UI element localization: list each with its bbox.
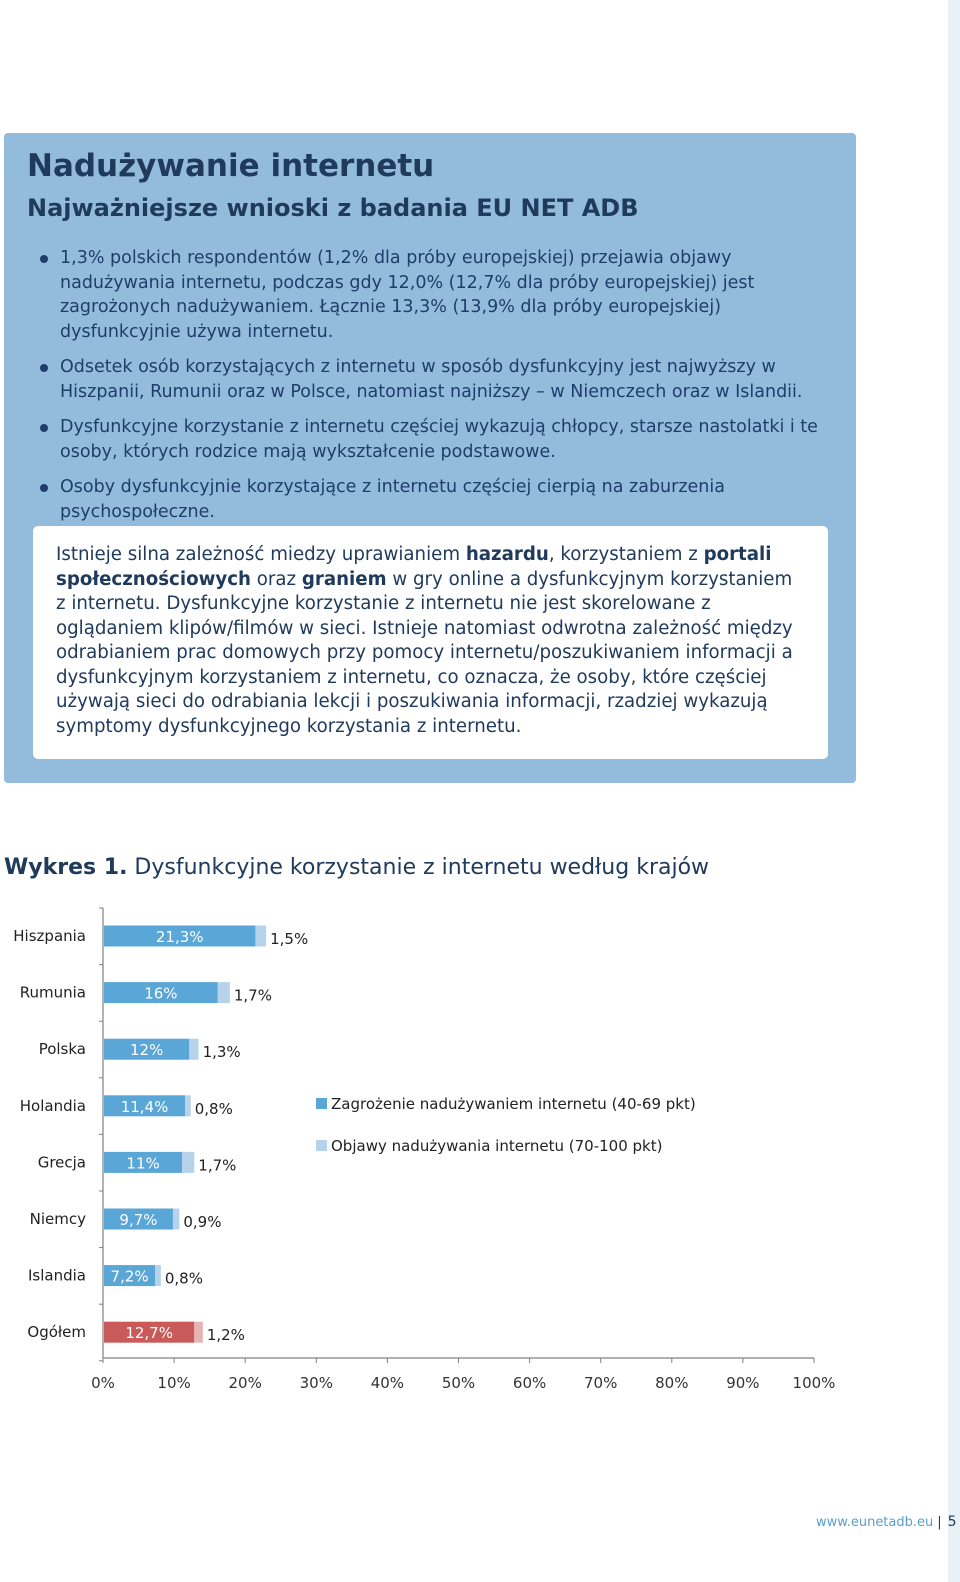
x-tick-label: 70%	[584, 1374, 618, 1392]
chart-heading: Wykres 1. Dysfunkcyjne korzystanie z internetu według krajów	[4, 855, 710, 880]
bar-symptoms	[255, 926, 266, 947]
bar-symptoms	[189, 1039, 198, 1060]
bar-symptoms	[182, 1152, 194, 1173]
bar-symptoms	[218, 982, 230, 1003]
bar-risk-label: 7,2%	[110, 1267, 149, 1286]
bar-risk-label: 16%	[144, 984, 178, 1003]
key-findings-list	[40, 246, 832, 535]
bar-symptoms	[185, 1095, 191, 1116]
list-item: Osoby dysfunkcyjnie korzystające z internetu częściej cierpią na zaburzenia psychospołeczne.	[40, 475, 832, 524]
bullet-icon	[40, 255, 48, 263]
list-item: 1,3% polskich respondentów (1,2% dla próby europejskiej) przejawia objawy nadużywania internetu, podczas gdy 12,0% (12,7% dla próby europejskiej) jest zagrożonych nadużywaniem. Łącznie 13,3% (13,9% dla próby europejskiej) dysfunkcyjnie używa internetu.	[40, 246, 832, 344]
x-tick-label: 40%	[370, 1374, 405, 1392]
x-tick-label: 0%	[91, 1374, 115, 1392]
bar-risk-label: 11,4%	[120, 1097, 169, 1116]
category-label: Niemcy	[29, 1210, 86, 1228]
page-number: 5	[947, 1514, 957, 1530]
bar-risk-label: 12,7%	[125, 1324, 173, 1343]
legend-swatch-symptoms	[316, 1140, 327, 1151]
page-edge-strip	[948, 0, 960, 1582]
legend-swatch-risk	[316, 1098, 327, 1109]
bullet-icon	[40, 424, 48, 432]
x-tick-label: 50%	[441, 1374, 476, 1392]
bar-risk-label: 21,3%	[155, 928, 204, 946]
list-item: Odsetek osób korzystających z internetu w sposób dysfunkcyjny jest najwyższy w Hiszpanii, Rumunii oraz w Polsce, natomiast najniższy – w Niemczech oraz w Islandii.	[40, 355, 832, 404]
category-label: Rumunia	[19, 983, 86, 1002]
bar-symptoms-label: 1,7%	[198, 1156, 237, 1175]
x-tick-label: 80%	[655, 1374, 689, 1392]
x-tick-label: 30%	[299, 1374, 333, 1392]
bar-symptoms-label: 1,7%	[233, 986, 272, 1005]
category-label: Islandia	[28, 1266, 86, 1285]
bar-symptoms-label: 0,8%	[164, 1269, 203, 1288]
bar-risk-label: 12%	[129, 1041, 164, 1060]
x-tick-label: 100%	[792, 1374, 836, 1392]
bar-symptoms	[173, 1209, 179, 1230]
category-label: Ogółem	[27, 1323, 86, 1342]
bar-symptoms	[194, 1322, 203, 1343]
footer-separator: |	[937, 1515, 942, 1530]
x-tick-label: 90%	[726, 1374, 760, 1392]
x-tick-label: 60%	[512, 1374, 547, 1392]
category-label: Grecja	[37, 1153, 86, 1172]
page-title: Nadużywanie internetu	[27, 148, 435, 184]
bullet-icon	[40, 364, 48, 372]
category-label: Hiszpania	[13, 927, 86, 945]
bar-symptoms	[155, 1265, 161, 1286]
bar-symptoms-label: 1,2%	[206, 1326, 245, 1345]
bullet-icon	[40, 484, 48, 492]
category-label: Holandia	[19, 1096, 86, 1115]
legend-label-symptoms: Objawy nadużywania internetu (70-100 pkt)	[331, 1137, 663, 1155]
highlight-text: Istnieje silna zależność miedzy uprawianiem hazardu, korzystaniem z portali społecznościowych oraz graniem w gry online a dysfunkcyjnym korzystaniem z internetu. Dysfunkcyjne korzystanie z internetu nie jest skorelowane z oglądaniem klipów/filmów w sieci. Istnieje natomiast odwrotna zależność między odrabianiem prac domowych przy pomocy internetu/poszukiwaniem informacji a dysfunkcyjnym korzystaniem z internetu, co oznacza, że osoby, które częściej używają sieci do odrabiania lekcji i poszukiwania informacji, rzadziej wykazują symptomy dysfunkcyjnego korzystania z internetu.	[56, 544, 793, 737]
list-item: Dysfunkcyjne korzystanie z internetu częściej wykazują chłopcy, starsze nastolatki i te osoby, których rodzice mają wykształcenie podstawowe.	[40, 415, 832, 464]
bar-risk-label: 9,7%	[119, 1211, 158, 1229]
category-label: Polska	[38, 1040, 86, 1059]
x-tick-label: 20%	[228, 1374, 262, 1392]
bar-symptoms-label: 1,5%	[270, 930, 309, 948]
bar-symptoms-label: 0,8%	[194, 1099, 233, 1118]
bar-symptoms-label: 1,3%	[202, 1043, 241, 1062]
legend-label-risk: Zagrożenie nadużywaniem internetu (40-69 pkt)	[331, 1095, 696, 1113]
country-bar-chart	[0, 900, 948, 1400]
x-tick-label: 10%	[157, 1374, 191, 1392]
bar-symptoms-label: 0,9%	[183, 1213, 222, 1231]
bar-risk-label: 11%	[126, 1154, 160, 1173]
page-footer	[816, 1514, 957, 1530]
footer-url[interactable]: www.eunetadb.eu	[816, 1515, 934, 1530]
page-subtitle: Najważniejsze wnioski z badania EU NET ADB	[27, 194, 639, 222]
